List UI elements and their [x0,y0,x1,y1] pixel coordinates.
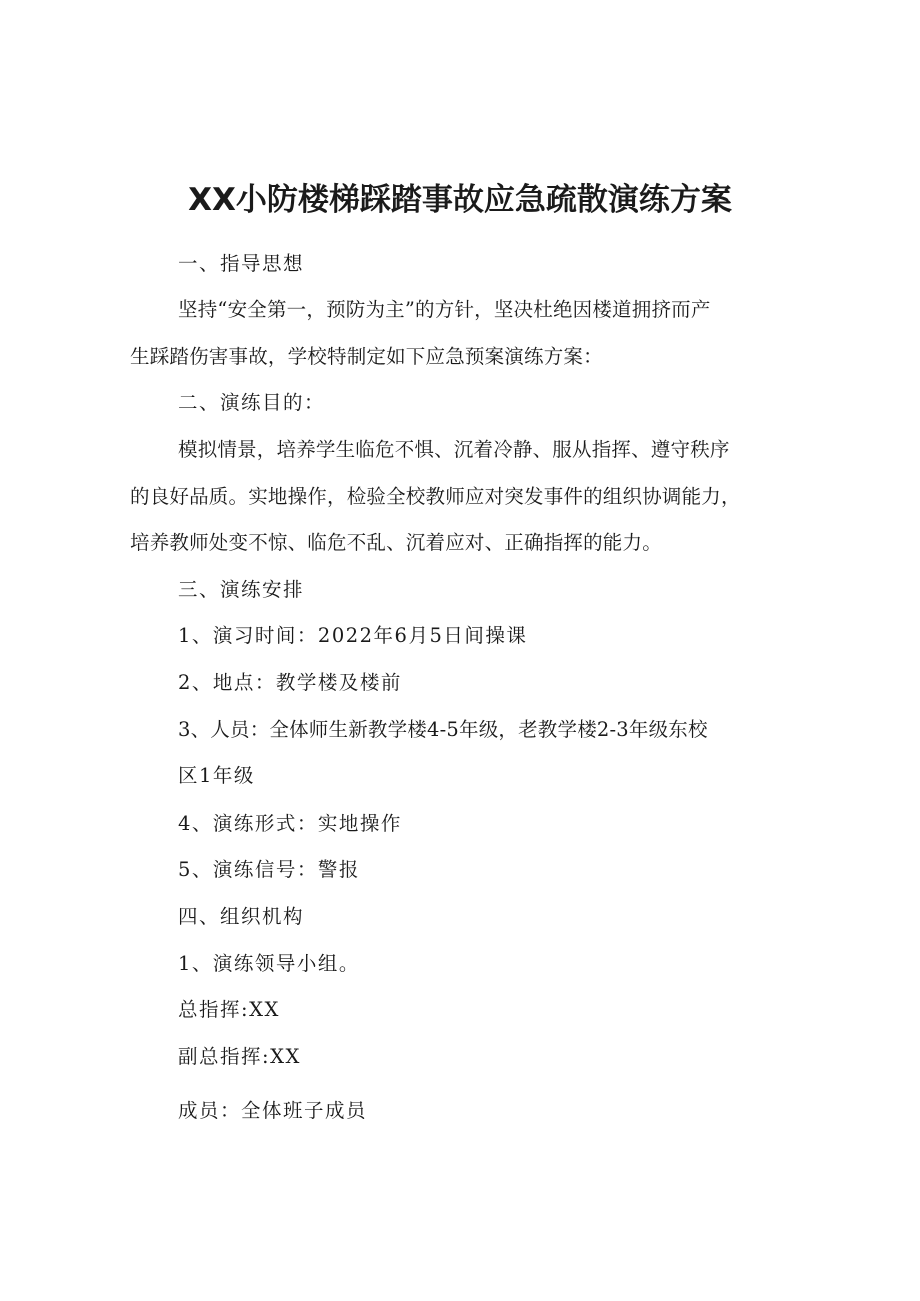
section-heading-guiding: 一、指导思想 [178,252,305,275]
deputy-commander-line: 副总指挥:XX [178,1045,301,1068]
paragraph-line: 的良好品质。实地操作，检验全校教师应对突发事件的组织协调能力， [130,485,741,508]
list-item: 1、演练领导小组。 [178,952,360,975]
list-item-continuation: 区1年级 [178,764,255,787]
paragraph-line: 模拟情景，培养学生临危不惧、沉着冷静、服从指挥、遵守秩序 [178,438,730,461]
section-heading-purpose: 二、演练目的： [178,391,326,414]
section-heading-arrangement: 三、演练安排 [178,578,305,601]
list-item: 2、地点：教学楼及楼前 [178,671,402,694]
paragraph-line: 培养教师处变不惊、临危不乱、沉着应对、正确指挥的能力。 [130,531,662,554]
list-item: 1、演习时间：2022年6月5日间操课 [178,624,528,647]
section-heading-organization: 四、组织机构 [178,905,305,928]
list-item: 3、人员：全体师生新教学楼4-5年级，老教学楼2-3年级东校 [178,718,708,741]
list-item: 5、演练信号：警报 [178,858,360,881]
paragraph-line: 生踩踏伤害事故，学校特制定如下应急预案演练方案： [130,345,603,368]
commander-line: 总指挥:XX [178,998,280,1021]
paragraph-line: 坚持“安全第一，预防为主”的方针，坚决杜绝因楼道拥挤而产 [178,298,711,321]
document-title: XX小防楼梯踩踏事故应急疏散演练方案 [188,182,732,218]
members-line: 成员：全体班子成员 [178,1099,368,1122]
list-item: 4、演练形式：实地操作 [178,812,402,835]
